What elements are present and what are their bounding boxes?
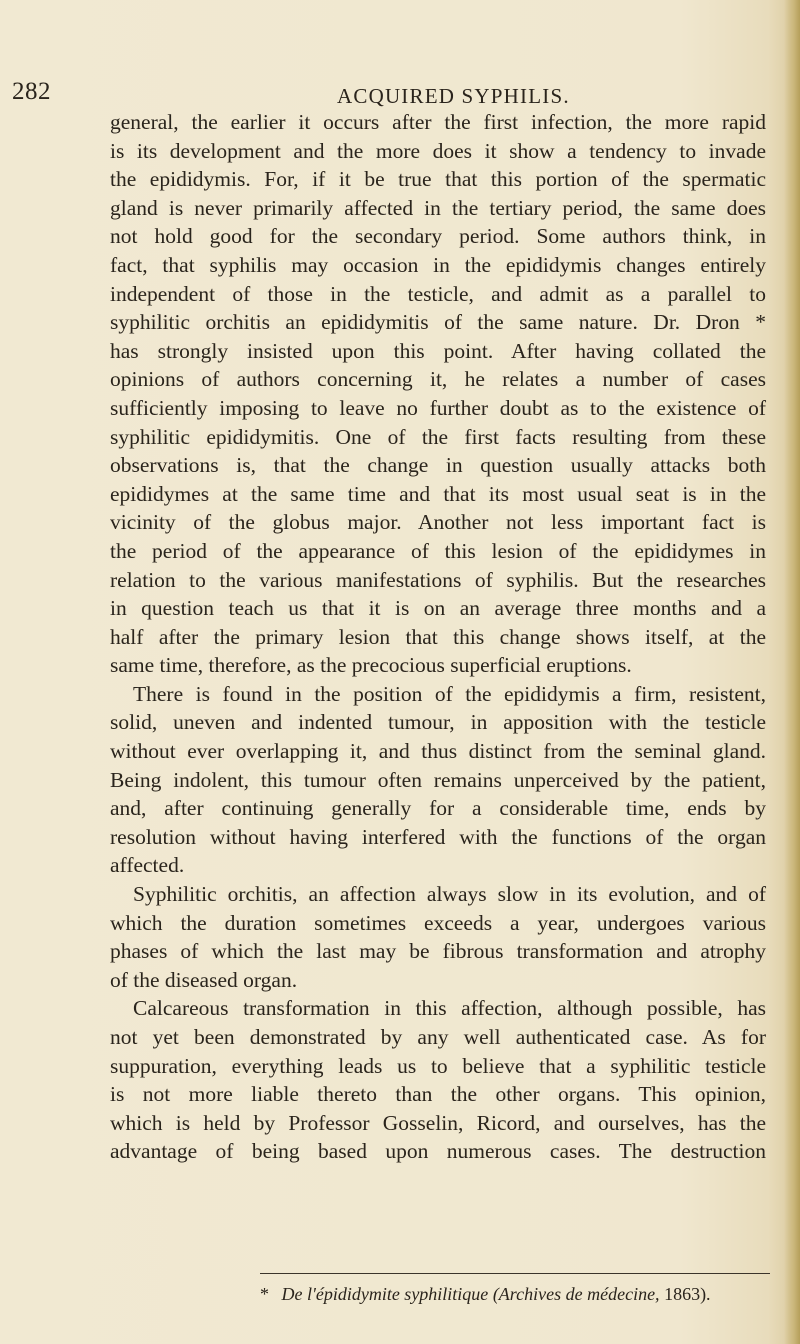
body-text — [110, 108, 766, 1166]
text-line: Calcareous transformation in this affection, although possible, has — [133, 996, 766, 1021]
text-line: relation to the various manifestations of syphilis. But the researches — [110, 567, 766, 592]
text-line: affected. — [110, 853, 185, 878]
text-line: is its development and the more does it show a tendency to invade — [110, 138, 766, 163]
text-line: advantage of being based upon numerous cases. The destruction — [110, 1139, 766, 1164]
text-line: of the diseased organ. — [110, 967, 298, 992]
text-line: vicinity of the globus major. Another not less important fact is — [110, 510, 766, 535]
text-line: the epididymis. For, if it be true that this portion of the spermatic — [110, 167, 766, 192]
text-line: syphilitic orchitis an epididymitis of the same nature. Dr. Dron * — [110, 310, 766, 335]
text-line: fact, that syphilis may occasion in the epididymis changes entirely — [110, 252, 766, 277]
text-line: which is held by Professor Gosselin, Ricord, and ourselves, has the — [110, 1110, 766, 1135]
text-line: without ever overlapping it, and thus distinct from the seminal gland. — [110, 739, 766, 764]
text-line: has strongly insisted upon this point. After having collated the — [110, 338, 766, 363]
running-head: ACQUIRED SYPHILIS. — [337, 84, 570, 108]
text-line: is not more liable thereto than the other organs. This opinion, — [110, 1082, 766, 1107]
text-line: half after the primary lesion that this change shows itself, at the — [110, 624, 766, 649]
footnote-marker: * — [260, 1284, 269, 1304]
text-line: opinions of authors concerning it, he relates a number of cases — [110, 367, 766, 392]
footnote — [260, 1284, 711, 1305]
text-line: solid, uneven and indented tumour, in apposition with the testicle — [110, 710, 766, 735]
text-line: in question teach us that it is on an average three months and a — [110, 596, 766, 621]
text-line: and, after continuing generally for a considerable time, ends by — [110, 796, 766, 821]
text-line: which the duration sometimes exceeds a year, undergoes various — [110, 910, 766, 935]
footnote-year: 1863). — [664, 1284, 711, 1304]
text-line: independent of those in the testicle, and admit as a parallel to — [110, 281, 766, 306]
text-line: not hold good for the secondary period. Some authors think, in — [110, 224, 766, 249]
text-line: Being indolent, this tumour often remains unperceived by the patient, — [110, 767, 766, 792]
text-line: epididymes at the same time and that its most usual seat is in the — [110, 481, 766, 506]
text-line: There is found in the position of the epididymis a firm, resistent, — [133, 681, 766, 706]
text-line: general, the earlier it occurs after the first infection, the more rapid — [110, 110, 766, 134]
text-line: resolution without having interfered with the functions of the organ — [110, 824, 766, 849]
text-line: sufficiently imposing to leave no further doubt as to the existence of — [110, 395, 766, 420]
footnote-rule — [260, 1273, 770, 1274]
text-line: not yet been demonstrated by any well authenticated case. As for — [110, 1025, 766, 1049]
text-line: the period of the appearance of this lesion of the epididymes in — [110, 538, 766, 563]
text-line: syphilitic epididymitis. One of the first facts resulting from these — [110, 424, 766, 449]
text-line: phases of which the last may be fibrous transformation and atrophy — [110, 939, 766, 964]
page-header — [0, 78, 800, 108]
page-number: 282 — [12, 78, 51, 105]
text-line: Syphilitic orchitis, an affection always slow in its evolution, and of — [133, 882, 766, 907]
footnote-source: (Archives de médecine, — [492, 1284, 660, 1304]
text-line: observations is, that the change in question usually attacks both — [110, 453, 766, 478]
text-line: gland is never primarily affected in the tertiary period, the same does — [110, 195, 766, 220]
text-line: same time, therefore, as the precocious superficial eruptions. — [110, 653, 632, 678]
text-line: suppuration, everything leads us to believe that a syphilitic testicle — [110, 1053, 766, 1078]
page-edge-shadow — [784, 0, 800, 1344]
footnote-title: De l'épididymite syphilitique — [281, 1284, 489, 1304]
